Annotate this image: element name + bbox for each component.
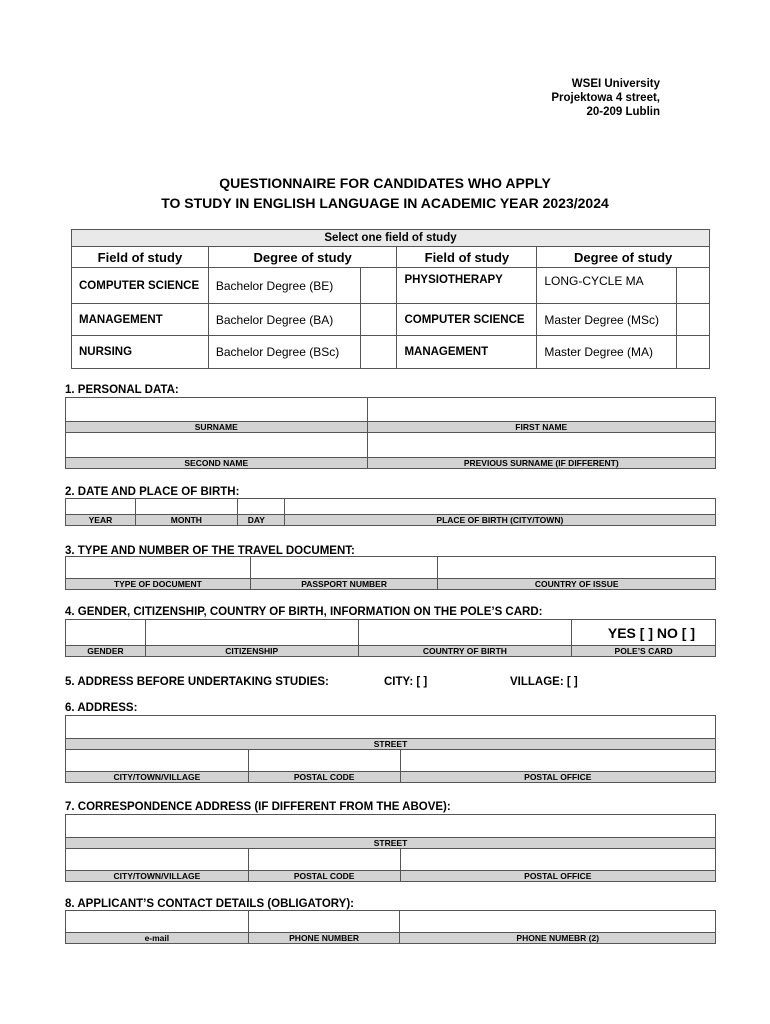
country-of-issue-label: COUNTRY OF ISSUE	[438, 579, 716, 590]
month-field[interactable]	[135, 499, 237, 515]
gender-field[interactable]	[66, 620, 146, 646]
gender-label: GENDER	[66, 646, 146, 657]
select-box[interactable]	[677, 304, 710, 336]
degree-name: Bachelor Degree (BA)	[208, 304, 360, 336]
village-option[interactable]: VILLAGE: [ ]	[510, 676, 578, 688]
phone-2-label: PHONE NUMEBR (2)	[400, 933, 716, 944]
correspondence-postal-code-field[interactable]	[248, 849, 400, 871]
section-birth-title: 2. DATE AND PLACE OF BIRTH:	[65, 486, 240, 498]
address-table	[65, 715, 716, 783]
address-line-2: Projektowa 4 street,	[551, 92, 660, 104]
document-type-label: TYPE OF DOCUMENT	[66, 579, 251, 590]
degree-name: Bachelor Degree (BE)	[208, 268, 360, 304]
personal-data-table	[65, 397, 716, 469]
header-degree-of-study-2: Degree of study	[537, 247, 710, 268]
section-contact-title: 8. APPLICANT’S CONTACT DETAILS (OBLIGATORY):	[65, 898, 354, 910]
header-field-of-study: Field of study	[72, 247, 209, 268]
select-box[interactable]	[677, 336, 710, 369]
field-name: COMPUTER SCIENCE	[397, 304, 537, 336]
year-label: YEAR	[66, 515, 136, 526]
field-name: MANAGEMENT	[397, 336, 537, 369]
correspondence-street-field[interactable]	[66, 815, 716, 838]
address-line-3: 20-209 Lublin	[586, 106, 660, 118]
section-personal-data-title: 1. PERSONAL DATA:	[65, 384, 179, 396]
city-option[interactable]: CITY: [ ]	[384, 676, 428, 688]
section-address-before-title: 5. ADDRESS BEFORE UNDERTAKING STUDIES:	[65, 676, 329, 688]
select-box[interactable]	[360, 304, 397, 336]
phone-label: PHONE NUMBER	[248, 933, 400, 944]
phone-2-field[interactable]	[400, 911, 716, 933]
email-label: e-mail	[66, 933, 249, 944]
contact-details-table	[65, 910, 716, 944]
city-label: CITY/TOWN/VILLAGE	[66, 772, 249, 783]
country-of-issue-field[interactable]	[438, 557, 716, 579]
passport-number-field[interactable]	[250, 557, 438, 579]
section-travel-document-title: 3. TYPE AND NUMBER OF THE TRAVEL DOCUMENT:	[65, 545, 355, 557]
postal-office-label: POSTAL OFFICE	[400, 772, 715, 783]
select-field-label: Select one field of study	[72, 230, 710, 247]
correspondence-address-table	[65, 814, 716, 882]
select-box[interactable]	[360, 336, 397, 369]
gender-citizenship-table	[65, 619, 716, 657]
birth-table	[65, 498, 716, 526]
section-address-title: 6. ADDRESS:	[65, 702, 138, 714]
place-of-birth-label: PLACE OF BIRTH (CITY/TOWN)	[284, 515, 715, 526]
section-gender-title: 4. GENDER, CITIZENSHIP, COUNTRY OF BIRTH, INFORMATION ON THE POLE’S CARD:	[65, 606, 543, 618]
street-label: STREET	[66, 739, 716, 750]
citizenship-label: CITIZENSHIP	[145, 646, 358, 657]
correspondence-postal-office-field[interactable]	[400, 849, 715, 871]
postal-code-field[interactable]	[248, 750, 400, 772]
second-name-label: SECOND NAME	[66, 458, 368, 469]
correspondence-city-field[interactable]	[66, 849, 249, 871]
country-of-birth-field[interactable]	[358, 620, 572, 646]
field-name: MANAGEMENT	[72, 304, 209, 336]
city-field[interactable]	[66, 750, 249, 772]
surname-label: SURNAME	[66, 422, 368, 433]
field-name: PHYSIOTHERAPY	[397, 268, 537, 304]
document-type-field[interactable]	[66, 557, 251, 579]
select-box[interactable]	[677, 268, 710, 304]
day-field[interactable]	[237, 499, 284, 515]
surname-field[interactable]	[66, 398, 368, 422]
select-box[interactable]	[360, 268, 397, 304]
degree-name: Master Degree (MSc)	[537, 304, 677, 336]
university-address	[551, 77, 660, 119]
street-field[interactable]	[66, 716, 716, 739]
address-line-1: WSEI University	[571, 78, 660, 90]
header-field-of-study-2: Field of study	[397, 247, 537, 268]
travel-document-table	[65, 556, 716, 590]
page-title-line-2: TO STUDY IN ENGLISH LANGUAGE IN ACADEMIC YEAR 2023/2024	[161, 195, 609, 211]
previous-surname-field[interactable]	[367, 433, 715, 458]
email-field[interactable]	[66, 911, 249, 933]
year-field[interactable]	[66, 499, 136, 515]
poles-card-label: POLE’S CARD	[572, 646, 716, 657]
correspondence-city-label: CITY/TOWN/VILLAGE	[66, 871, 249, 882]
field-name: NURSING	[72, 336, 209, 369]
degree-name: LONG-CYCLE MA	[537, 268, 677, 304]
place-of-birth-field[interactable]	[284, 499, 715, 515]
field-of-study-table	[71, 229, 710, 369]
correspondence-postal-office-label: POSTAL OFFICE	[400, 871, 715, 882]
correspondence-street-label: STREET	[66, 838, 716, 849]
first-name-field[interactable]	[367, 398, 715, 422]
second-name-field[interactable]	[66, 433, 368, 458]
page-title-line-1: QUESTIONNAIRE FOR CANDIDATES WHO APPLY	[219, 175, 551, 191]
header-degree-of-study: Degree of study	[208, 247, 397, 268]
previous-surname-label: PREVIOUS SURNAME (IF DIFFERENT)	[367, 458, 715, 469]
correspondence-postal-code-label: POSTAL CODE	[248, 871, 400, 882]
section-correspondence-title: 7. CORRESPONDENCE ADDRESS (IF DIFFERENT FROM THE ABOVE):	[65, 801, 451, 813]
day-label: DAY	[237, 515, 284, 526]
degree-name: Master Degree (MA)	[537, 336, 677, 369]
citizenship-field[interactable]	[145, 620, 358, 646]
phone-field[interactable]	[248, 911, 400, 933]
country-of-birth-label: COUNTRY OF BIRTH	[358, 646, 572, 657]
field-name: COMPUTER SCIENCE	[72, 268, 209, 304]
first-name-label: FIRST NAME	[367, 422, 715, 433]
postal-office-field[interactable]	[400, 750, 715, 772]
degree-name: Bachelor Degree (BSc)	[208, 336, 360, 369]
poles-card-yes-no[interactable]: YES [ ] NO [ ]	[572, 620, 716, 646]
month-label: MONTH	[135, 515, 237, 526]
passport-number-label: PASSPORT NUMBER	[250, 579, 438, 590]
postal-code-label: POSTAL CODE	[248, 772, 400, 783]
